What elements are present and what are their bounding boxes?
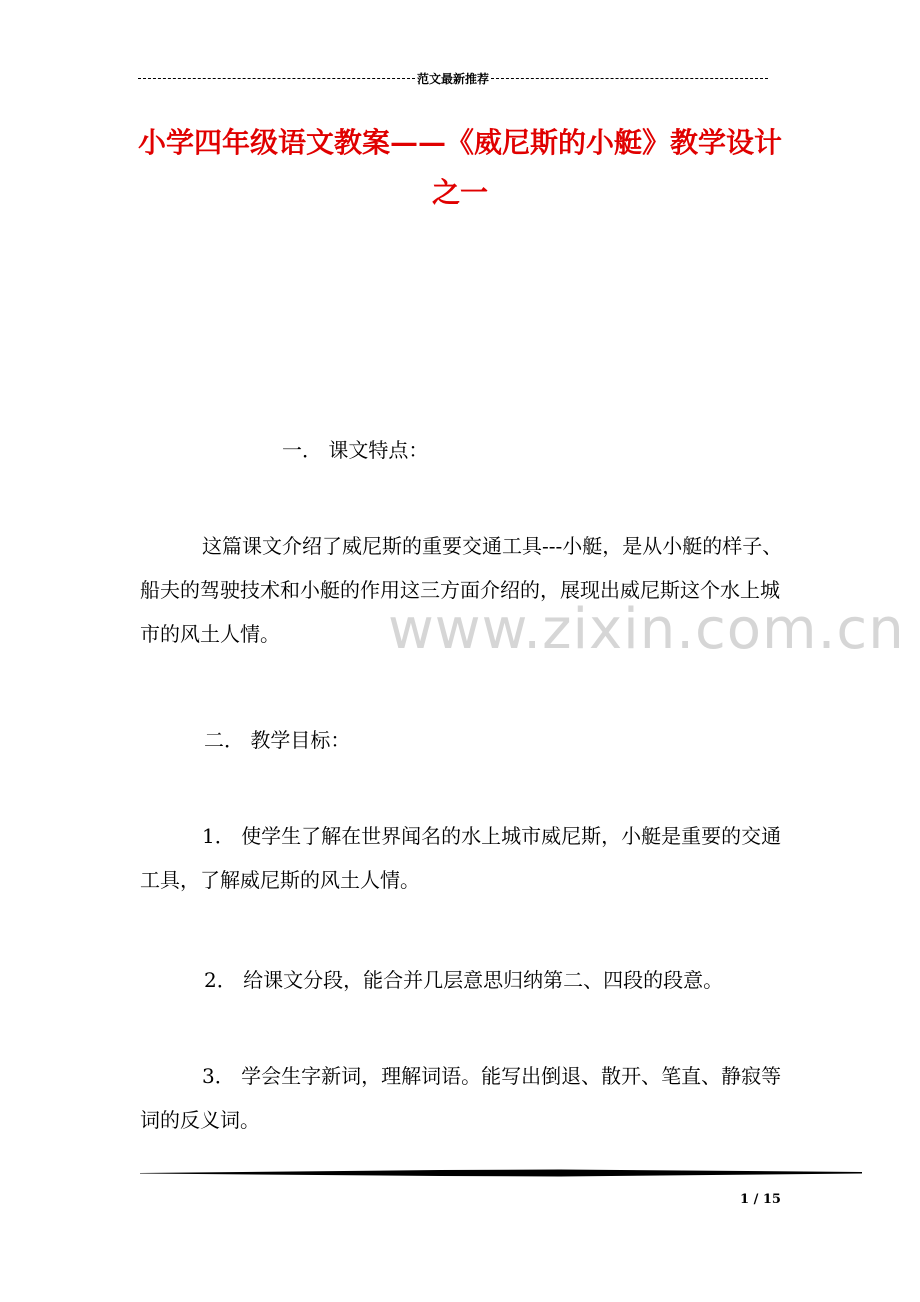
header-dash-left	[138, 78, 415, 79]
footer-rule	[140, 1166, 862, 1180]
goal-item-3: 3． 学会生字新词，理解词语。能写出倒退、散开、笔直、静寂等词的反义词。	[140, 1064, 782, 1132]
header-dash-right	[491, 78, 768, 79]
page-number: 1 / 15	[740, 1192, 781, 1207]
page-header	[138, 68, 768, 88]
title-line-2: 之一	[431, 176, 488, 209]
goal-item-1: 1． 使学生了解在世界闻名的水上城市威尼斯，小艇是重要的交通工具，了解威尼斯的风土人情。	[140, 824, 782, 892]
title-line-1: 小学四年级语文教案——《威尼斯的小艇》教学设计	[137, 126, 782, 159]
features-paragraph: 这篇课文介绍了威尼斯的重要交通工具---小艇，是从小艇的样子、船夫的驾驶技术和小艇的作用这三方面介绍的，展现出威尼斯这个水上城市的风土人情。	[140, 534, 783, 646]
goal-item-2: 2． 给课文分段，能合并几层意思归纳第二、四段的段意。	[204, 968, 724, 992]
header-label: 范文最新推荐	[417, 71, 490, 86]
section-heading-goals: 二． 教学目标：	[204, 728, 351, 752]
watermark: www.zixin.com.cn	[388, 597, 905, 662]
document-title	[120, 118, 800, 218]
section-heading-features: 一． 课文特点：	[282, 438, 429, 462]
